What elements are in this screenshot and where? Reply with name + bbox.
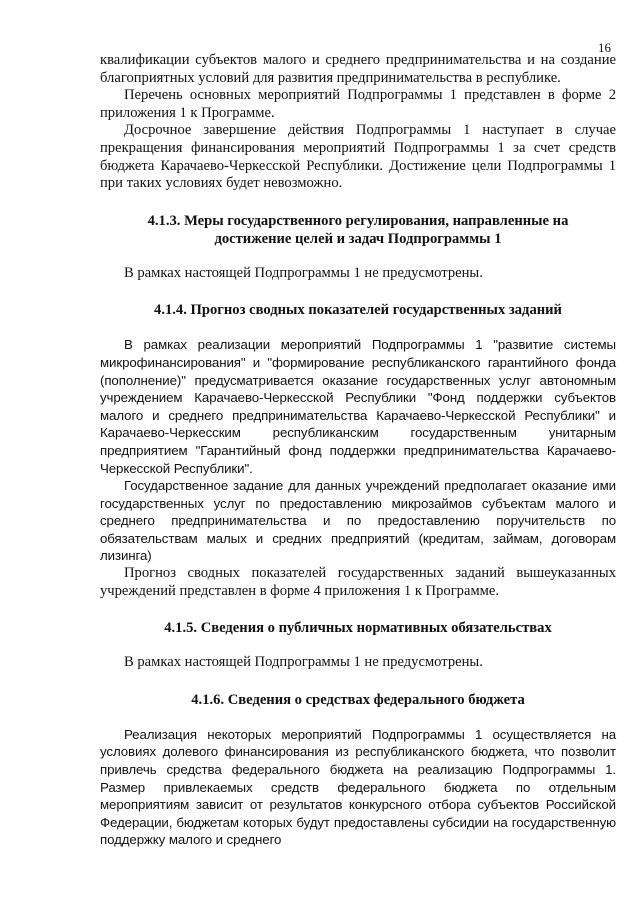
heading-4-1-6: 4.1.6. Сведения о средствах федерального бюджета bbox=[191, 691, 525, 708]
paragraph-4-1-4-services: В рамках реализации мероприятий Подпрограммы 1 "развитие системы микрофинансирования" и "формирование республиканского гарантийного фонда (пополнение)" предусматривается оказание государственных услуг автономным учреждением Карачаево-Черкесской Республики "Фонд поддержки субъектов малого и среднего предпринимательства Карачаево-Черкесской Республики" и Карачаево-Черкесским республиканским государственным унитарным предприятием "Гарантийный фонд поддержки предпринимательства Карачаево-Черкесской Республики". bbox=[100, 337, 616, 476]
paragraph-4-1-5-body: В рамках настоящей Подпрограммы 1 не предусмотрены. bbox=[124, 654, 483, 671]
paragraph-continuation: квалификации субъектов малого и среднего предпринимательства и на создание благоприятных условий для развития предпринимательства в республике. bbox=[100, 52, 616, 86]
paragraph-activities-list: Перечень основных мероприятий Подпрограммы 1 представлен в форме 2 приложения 1 к Программе. bbox=[100, 87, 616, 121]
heading-4-1-5: 4.1.5. Сведения о публичных нормативных обязательствах bbox=[164, 620, 552, 637]
paragraph-early-termination: Досрочное завершение действия Подпрограммы 1 наступает в случае прекращения финансирования мероприятий Подпрограммы 1 за счет средств бюджета Карачаево-Черкесской Республики. Достижение цели Подпрограммы 1 при таких условиях будет невозможно. bbox=[100, 122, 616, 192]
heading-4-1-4: 4.1.4. Прогноз сводных показателей государственных заданий bbox=[154, 302, 562, 319]
paragraph-4-1-4-forecast: Прогноз сводных показателей государственных заданий вышеуказанных учреждений представлен в форме 4 приложения 1 к Программе. bbox=[100, 565, 616, 599]
paragraph-4-1-6-body: Реализация некоторых мероприятий Подпрограммы 1 осуществляется на условиях долевого финансирования из республиканского бюджета, что позволит привлечь средства федерального бюджета на реализацию Подпрограммы 1. Размер привлекаемых средств федерального бюджета по отдельным мероприятиям зависит от результатов конкурсного отбора субъектов Российской Федерации, бюджетам которых будут предоставлены субсидии на государственную поддержку малого и среднего bbox=[100, 726, 616, 848]
document-body bbox=[100, 52, 616, 849]
paragraph-4-1-4-state-task: Государственное задание для данных учреждений предполагает оказание ими государственных услуг по предоставлению микрозаймов субъектам малого и среднего предпринимательства и по предоставлению поручительств по обязательствам малых и средних предприятий (кредитам, займам, договорам лизинга) bbox=[100, 478, 616, 564]
heading-4-1-3 bbox=[100, 212, 616, 248]
heading-4-1-3-line2: достижение целей и задач Подпрограммы 1 bbox=[214, 230, 502, 247]
page-number: 16 bbox=[598, 40, 611, 55]
paragraph-4-1-3-body: В рамках настоящей Подпрограммы 1 не предусмотрены. bbox=[124, 264, 483, 281]
heading-4-1-3-line1: 4.1.3. Меры государственного регулирования, направленные на bbox=[147, 212, 569, 229]
